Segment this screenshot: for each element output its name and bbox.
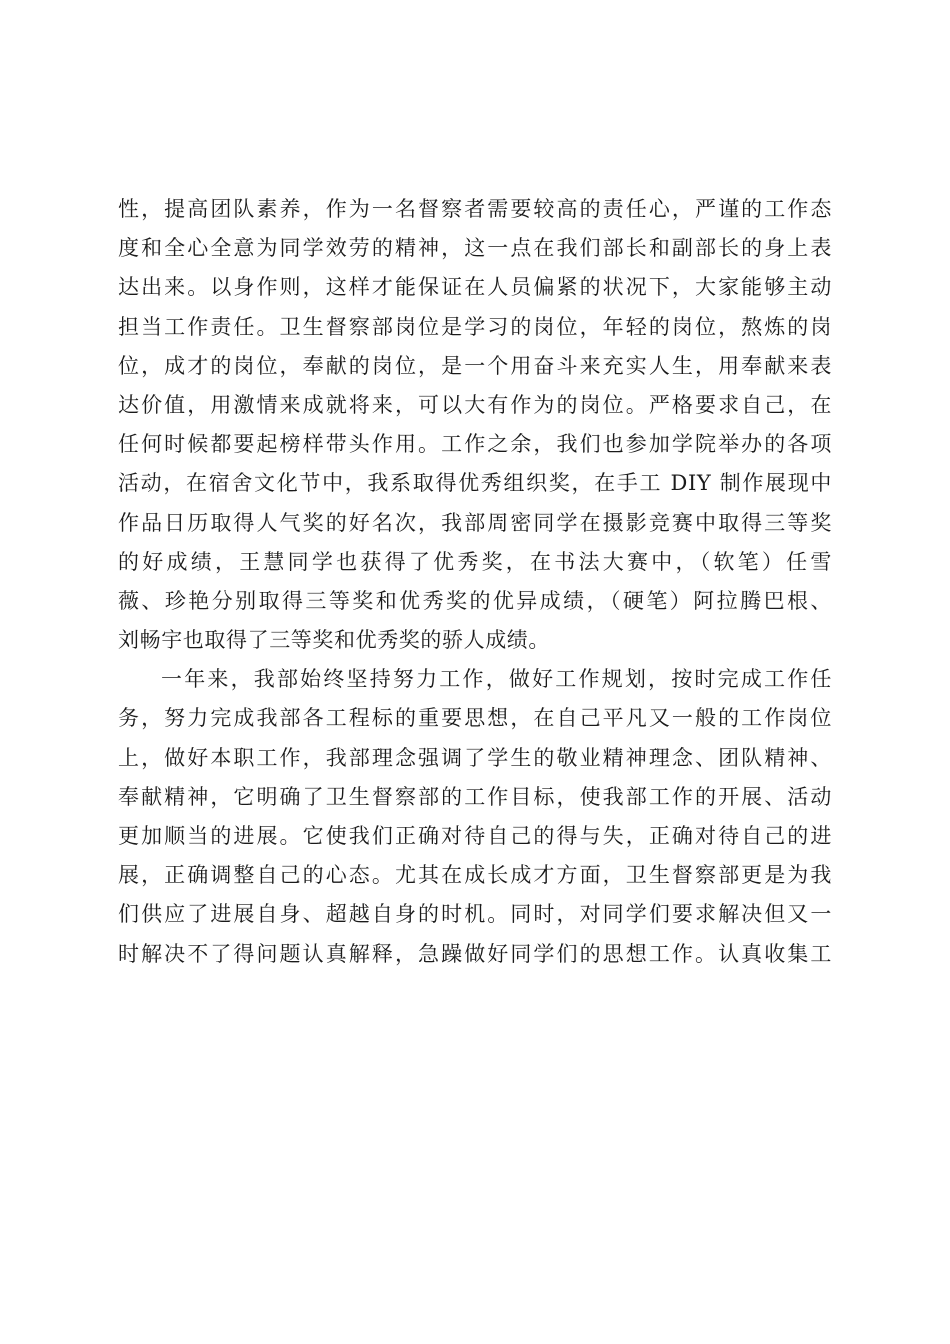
text-line: 活动，在宿舍文化节中，我系取得优秀组织奖，在手工 DIY 制作展现中 (118, 471, 832, 496)
paragraph-2 (118, 660, 832, 974)
document-body (118, 190, 832, 974)
text-line: 展，正确调整自己的心态。尤其在成长成才方面，卫生督察部更是为我 (118, 863, 832, 888)
text-line: 时解决不了得问题认真解释，急躁做好同学们的思想工作。认真收集工 (118, 941, 832, 966)
text-line: 更加顺当的进展。它使我们正确对待自己的得与失，正确对待自己的进 (118, 824, 832, 848)
text-line: 上，做好本职工作，我部理念强调了学生的敬业精神理念、团队精神、 (118, 745, 832, 770)
text-line: 一年来，我部始终坚持努力工作，做好工作规划，按时完成工作任 (161, 667, 832, 692)
text-line: 担当工作责任。卫生督察部岗位是学习的岗位，年轻的岗位，熬炼的岗 (118, 314, 832, 339)
text-line: 性，提高团队素养，作为一名督察者需要较高的责任心，严谨的工作态 (118, 197, 832, 221)
text-line: 达出来。以身作则，这样才能保证在人员偏紧的状况下，大家能够主动 (118, 275, 832, 300)
paragraph-1 (118, 190, 832, 660)
text-line: 奉献精神，它明确了卫生督察部的工作目标，使我部工作的开展、活动 (118, 784, 832, 809)
text-line: 位，成才的岗位，奉献的岗位，是一个用奋斗来充实人生，用奉献来表 (118, 353, 832, 378)
text-line: 作品日历取得人气奖的好名次，我部周密同学在摄影竞赛中取得三等奖 (118, 510, 832, 535)
text-line: 刘畅宇也取得了三等奖和优秀奖的骄人成绩。 (118, 628, 550, 653)
text-line: 达价值，用激情来成就将来，可以大有作为的岗位。严格要求自己，在 (118, 392, 832, 417)
text-line: 度和全心全意为同学效劳的精神，这一点在我们部长和副部长的身上表 (118, 236, 832, 261)
text-line: 任何时候都要起榜样带头作用。工作之余，我们也参加学院举办的各项 (118, 432, 832, 457)
text-line: 薇、珍艳分别取得三等奖和优秀奖的优异成绩，（硬笔）阿拉腾巴根、 (118, 588, 832, 613)
text-line: 们供应了进展自身、超越自身的时机。同时，对同学们要求解决但又一 (118, 902, 832, 927)
text-line: 务，努力完成我部各工程标的重要思想，在自己平凡又一般的工作岗位 (118, 706, 832, 731)
text-line: 的好成绩，王慧同学也获得了优秀奖，在书法大赛中，（软笔）任雪 (118, 549, 832, 574)
